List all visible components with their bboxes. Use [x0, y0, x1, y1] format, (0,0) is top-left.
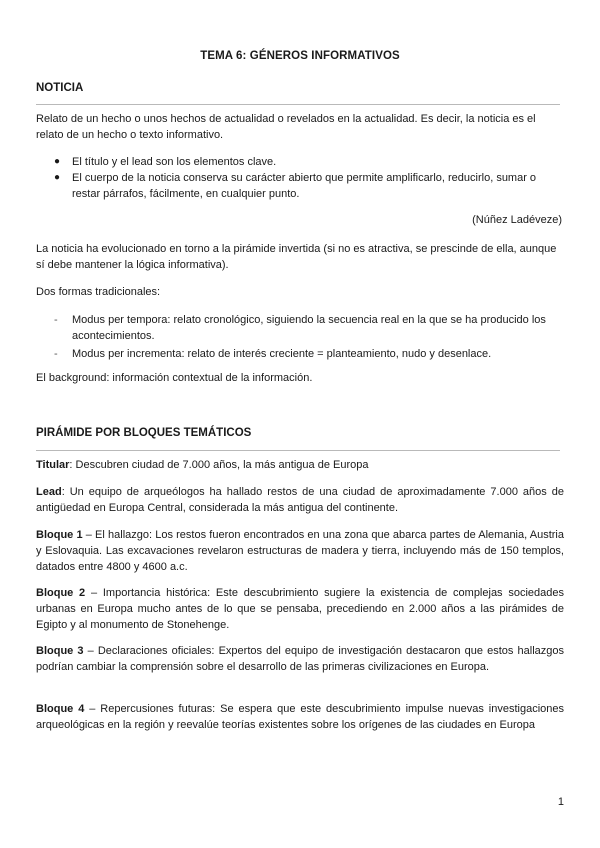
background-note: El background: información contextual de la información. [36, 372, 313, 384]
page-number: 1 [557, 796, 564, 808]
list-item [54, 346, 564, 362]
noticia-intro: Relato de un hecho o unos hechos de actualidad o revelados en la actualidad. Es decir, la noticia es el relato de un hecho o texto informativo. [36, 113, 536, 141]
list-item-text: Modus per tempora: relato cronológico, siguiendo la secuencia real en la que se ha producido los acontecimientos. [72, 314, 546, 342]
bloque-2-paragraph [36, 585, 564, 633]
bloque-1-label: Bloque 1 [36, 529, 83, 541]
titular-paragraph [36, 457, 564, 473]
list-item-text: El cuerpo de la noticia conserva su carácter abierto que permite amplificarlo, reducirlo, sumar o restar párrafos, fácilmente, en cualquier punto. [72, 172, 537, 200]
section-heading-piramide: PIRÁMIDE POR BLOQUES TEMÁTICOS [36, 427, 252, 439]
bloque-4-text: – Repercusiones futuras: Se espera que este descubrimiento impulse nuevas investigaciones arqueológicas en la región y reevalúe teorías existentes sobre los orígenes de las ciudades en Europa [36, 703, 564, 731]
list-item-text: El título y el lead son los elementos clave. [72, 156, 277, 168]
section-heading-noticia: NOTICIA [36, 82, 84, 94]
lead-paragraph [36, 484, 564, 516]
bloque-3-paragraph [36, 643, 564, 675]
section-divider [36, 450, 560, 451]
list-item-text: Modus per incrementa: relato de interés creciente = planteamiento, nudo y desenlace. [72, 348, 492, 360]
page-title: TEMA 6: GÉNEROS INFORMATIVOS [200, 50, 400, 62]
noticia-bullet-list [54, 154, 564, 202]
bullet-icon: ● [54, 156, 61, 167]
citation: (Núñez Ladéveze) [472, 214, 562, 226]
dash-icon: - [54, 348, 58, 360]
forms-intro: Dos formas tradicionales: [36, 286, 161, 298]
titular-text: : Descubren ciudad de 7.000 años, la más antigua de Europa [69, 459, 369, 471]
bloque-4-paragraph [36, 701, 564, 733]
lead-text: : Un equipo de arqueólogos ha hallado restos de una ciudad de aproximadamente 7.000 años de antigüedad en Europa Central, considerada la más antigua del continente. [36, 486, 564, 514]
list-item [54, 170, 564, 202]
list-item [54, 154, 564, 170]
forms-list [54, 312, 564, 364]
bloque-3-text: – Declaraciones oficiales: Expertos del equipo de investigación destacaron que estos hallazgos podrían cambiar la comprensión sobre el desarrollo de las primeras civilizaciones en Europa. [36, 645, 564, 673]
bullet-icon: ● [54, 172, 61, 183]
titular-label: Titular [36, 459, 70, 471]
bloque-2-text: – Importancia histórica: Este descubrimiento sugiere la existencia de complejas sociedades urbanas en Europa mucho antes de lo que se pensaba, precediendo en 2.000 años a las pirámides de Egipto y al monumento de Stonehenge. [36, 587, 564, 631]
bloque-1-text: – El hallazgo: Los restos fueron encontrados en una zona que abarca partes de Alemania, Austria y Eslovaquia. Las excavaciones revelaron estructuras de madera y tierra, incluyendo más de 150 templos, datados entre 4800 y 4600 a.c. [36, 529, 564, 573]
lead-label: Lead [36, 486, 62, 498]
list-item [54, 312, 564, 344]
bloque-4-label: Bloque 4 [36, 703, 85, 715]
section-divider [36, 104, 560, 105]
bloque-3-label: Bloque 3 [36, 645, 84, 657]
dash-icon: - [54, 314, 58, 326]
bloque-2-label: Bloque 2 [36, 587, 86, 599]
noticia-evolution: La noticia ha evolucionado en torno a la pirámide invertida (si no es atractiva, se prescinde de ella, aunque sí debe mantener la lógica informativa). [36, 243, 557, 271]
bloque-1-paragraph [36, 527, 564, 575]
